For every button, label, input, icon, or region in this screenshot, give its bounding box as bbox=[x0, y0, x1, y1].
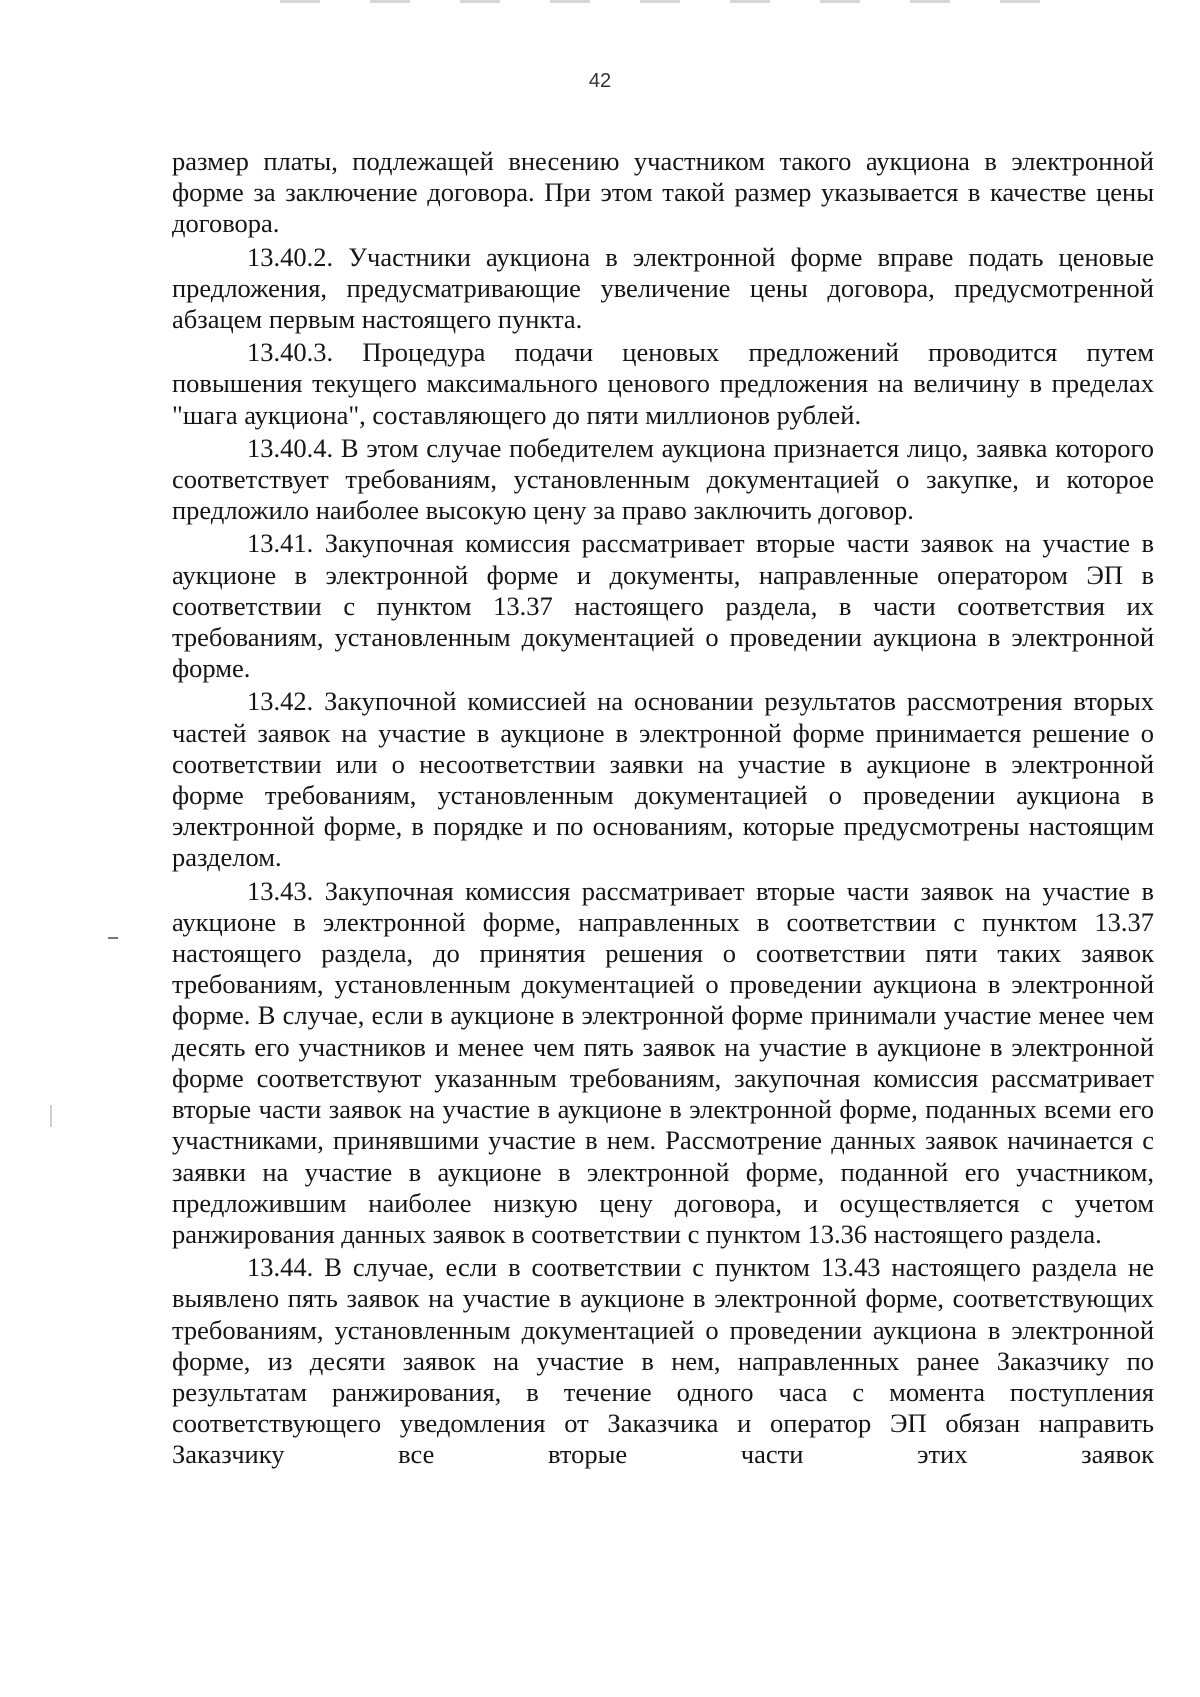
document-body bbox=[172, 146, 1154, 1473]
scan-edge-artifact bbox=[280, 0, 1040, 3]
paragraph-13-41: 13.41. Закупочная комиссия рассматривает вторые части заявок на участие в аукционе в электронной форме и документы, направленные оператором ЭП в соответствии с пунктом 13.37 настоящего раздела, в части соответствия их требованиям, установленным документацией о проведении аукциона в электронной форме. bbox=[172, 528, 1154, 684]
paragraph-13-44: 13.44. В случае, если в соответствии с пунктом 13.43 настоящего раздела не выявлено пять заявок на участие в аукционе в электронной форме, соответствующих требованиям, установленным документацией о проведении аукциона в электронной форме, из десяти заявок на участие в нем, направленных ранее Заказчику по результатам ранжирования, в течение одного часа с момента поступления соответствующего уведомления от Заказчика и оператор ЭП обязан направить Заказчику все вторые части этих заявок bbox=[172, 1252, 1154, 1470]
paragraph-13-40-2: 13.40.2. Участники аукциона в электронной форме вправе подать ценовые предложения, предусматривающие увеличение цены договора, предусмотренной абзацем первым настоящего пункта. bbox=[172, 241, 1154, 335]
paragraph-continuation: размер платы, подлежащей внесению участником такого аукциона в электронной форме за заключение договора. При этом такой размер указывается в качестве цены договора. bbox=[172, 146, 1154, 239]
page-number: 42 bbox=[588, 70, 612, 92]
paragraph-13-40-4: 13.40.4. В этом случае победителем аукциона признается лицо, заявка которого соответствует требованиям, установленным документацией о закупке, и которое предложило наиболее высокую цену за право заключить договор. bbox=[172, 432, 1154, 526]
paragraph-13-42: 13.42. Закупочной комиссией на основании результатов рассмотрения вторых частей заявок на участие в аукционе в электронной форме принимается решение о соответствии или о несоответствии заявки на участие в аукционе в электронной форме требованиям, установленным документацией о проведении аукциона в электронной форме, в порядке и по основаниям, которые предусмотрены настоящим разделом. bbox=[172, 686, 1154, 873]
paragraph-13-43: 13.43. Закупочная комиссия рассматривает вторые части заявок на участие в аукционе в электронной форме, направленных в соответствии с пунктом 13.37 настоящего раздела, до принятия решения о соответствии пяти таких заявок требованиям, установленным документацией о проведении аукциона в электронной форме. В случае, если в аукционе в электронной форме принимали участие менее чем десять его участников и менее чем пять заявок на участие в аукционе в электронной форме соответствуют указанным требованиям, закупочная комиссия рассматривает вторые части заявок на участие в аукционе в электронной форме, поданных всеми его участниками, принявшими участие в нем. Рассмотрение данных заявок начинается с заявки на участие в аукционе в электронной форме, поданной его участником, предложившим наиболее низкую цену договора, и осуществляется с учетом ранжирования данных заявок в соответствии с пунктом 13.36 настоящего раздела. bbox=[172, 875, 1154, 1249]
margin-mark bbox=[108, 937, 118, 939]
paragraph-13-40-3: 13.40.3. Процедура подачи ценовых предложений проводится путем повышения текущего максимального ценового предложения на величину в пределах "шага аукциона", составляющего до пяти миллионов рублей. bbox=[172, 337, 1154, 430]
margin-scan-line bbox=[50, 1105, 52, 1127]
